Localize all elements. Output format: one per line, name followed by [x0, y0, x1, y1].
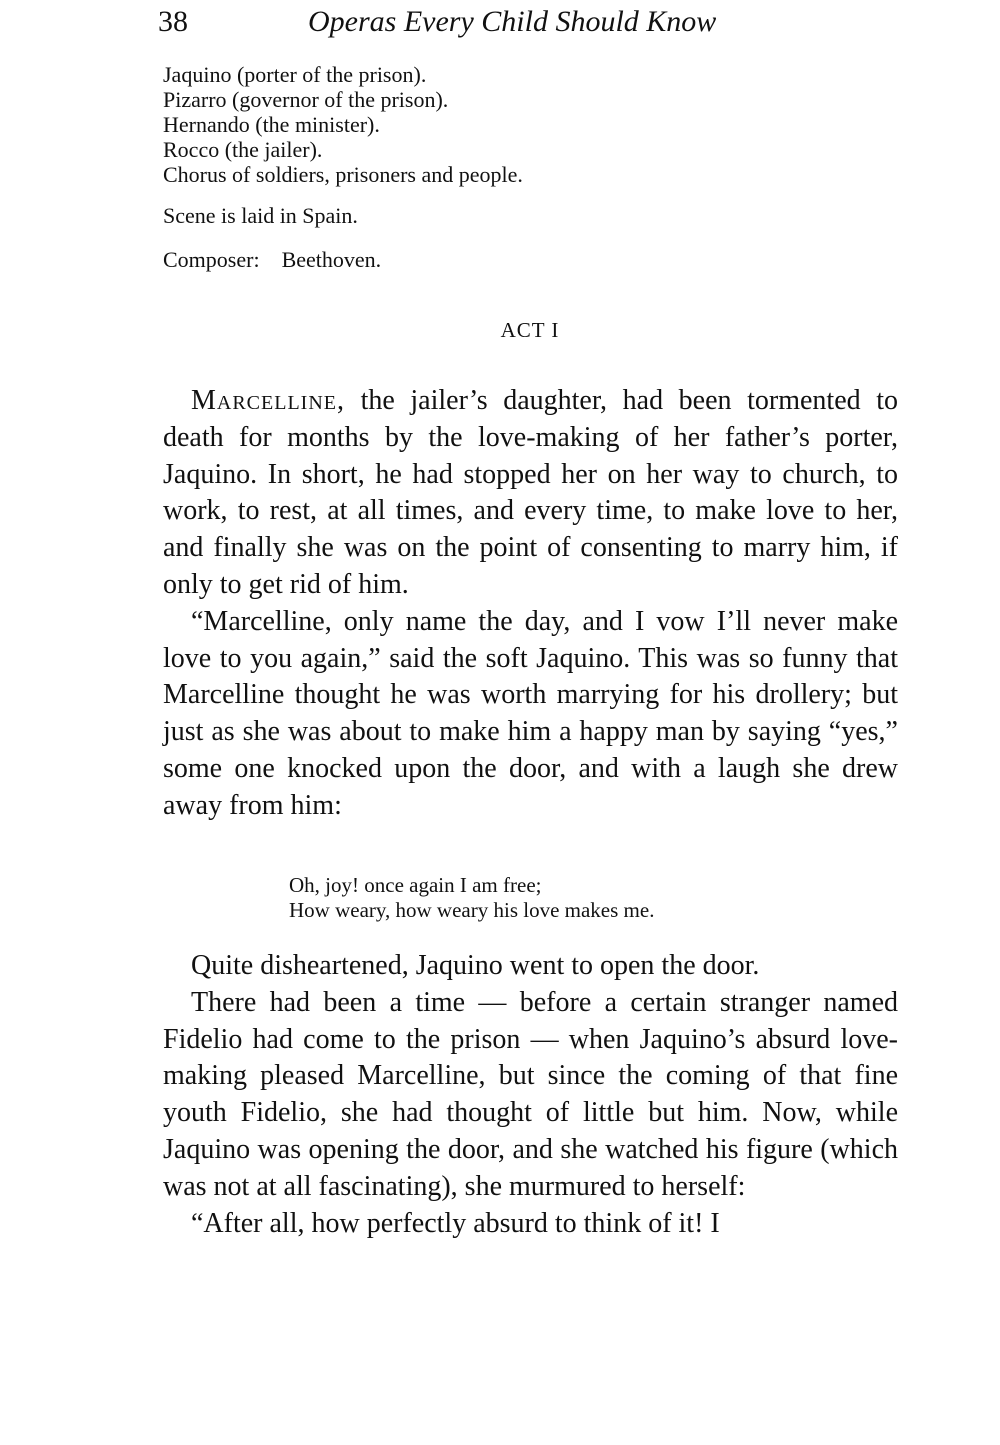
act-heading: ACT I	[500, 318, 560, 342]
cast-item: Jaquino (porter of the prison).	[163, 62, 427, 87]
paragraph-text: the jailer’s daughter, had been tormented to death for months by the love-making of her father’s porter, Jaquino. In short, he had stopped her on her way to church, to work, to rest, at all times, and every time, to make love to her, and finally she was on the point of consenting to marry him, if only to get rid of him.	[163, 385, 898, 600]
lead-word: Marcelline,	[191, 385, 345, 416]
cast-item: Chorus of soldiers, prisoners and people.	[163, 162, 523, 187]
paragraph: There had been a time — before a certain stranger named Fidelio had come to the prison — when Jaquino’s absurd love-making pleased Marcelline, but since the coming of that fine youth Fidelio, she had thought of little but him. Now, while Jaquino was opening the door, and she watched his figure (which was not at all fascinating), she murmured to herself:	[163, 986, 898, 1202]
cast-item: Hernando (the minister).	[163, 112, 380, 137]
running-title: Operas Every Child Should Know	[308, 5, 717, 38]
paragraph	[163, 383, 898, 604]
cast-item: Pizarro (governor of the prison).	[163, 87, 449, 112]
cast-item: Rocco (the jailer).	[163, 137, 323, 162]
composer-value: Beethoven.	[281, 247, 382, 272]
verse-line: How weary, how weary his love makes me.	[289, 898, 655, 922]
composer-line	[163, 247, 381, 272]
verse-block	[289, 873, 654, 923]
paragraph: “After all, how perfectly absurd to think of it! I	[191, 1207, 720, 1239]
running-head	[158, 2, 918, 42]
paragraph: “Marcelline, only name the day, and I vow I’ll never make love to you again,” said the soft Jaquino. This was so funny that Marcelline thought he was worth marrying for his drollery; but just as she was about to make him a happy man by saying “yes,” some one knocked upon the door, and with a laugh she drew away from him:	[163, 605, 898, 821]
composer-label: Composer:	[163, 247, 260, 272]
paragraph: Quite disheartened, Jaquino went to open the door.	[191, 950, 760, 981]
page-number: 38	[158, 5, 188, 38]
body-text-upper	[163, 383, 898, 825]
cast-list	[163, 62, 523, 187]
scene-note: Scene is laid in Spain.	[163, 203, 358, 228]
body-text-lower	[163, 948, 898, 1242]
verse-line: Oh, joy! once again I am free;	[289, 873, 542, 897]
